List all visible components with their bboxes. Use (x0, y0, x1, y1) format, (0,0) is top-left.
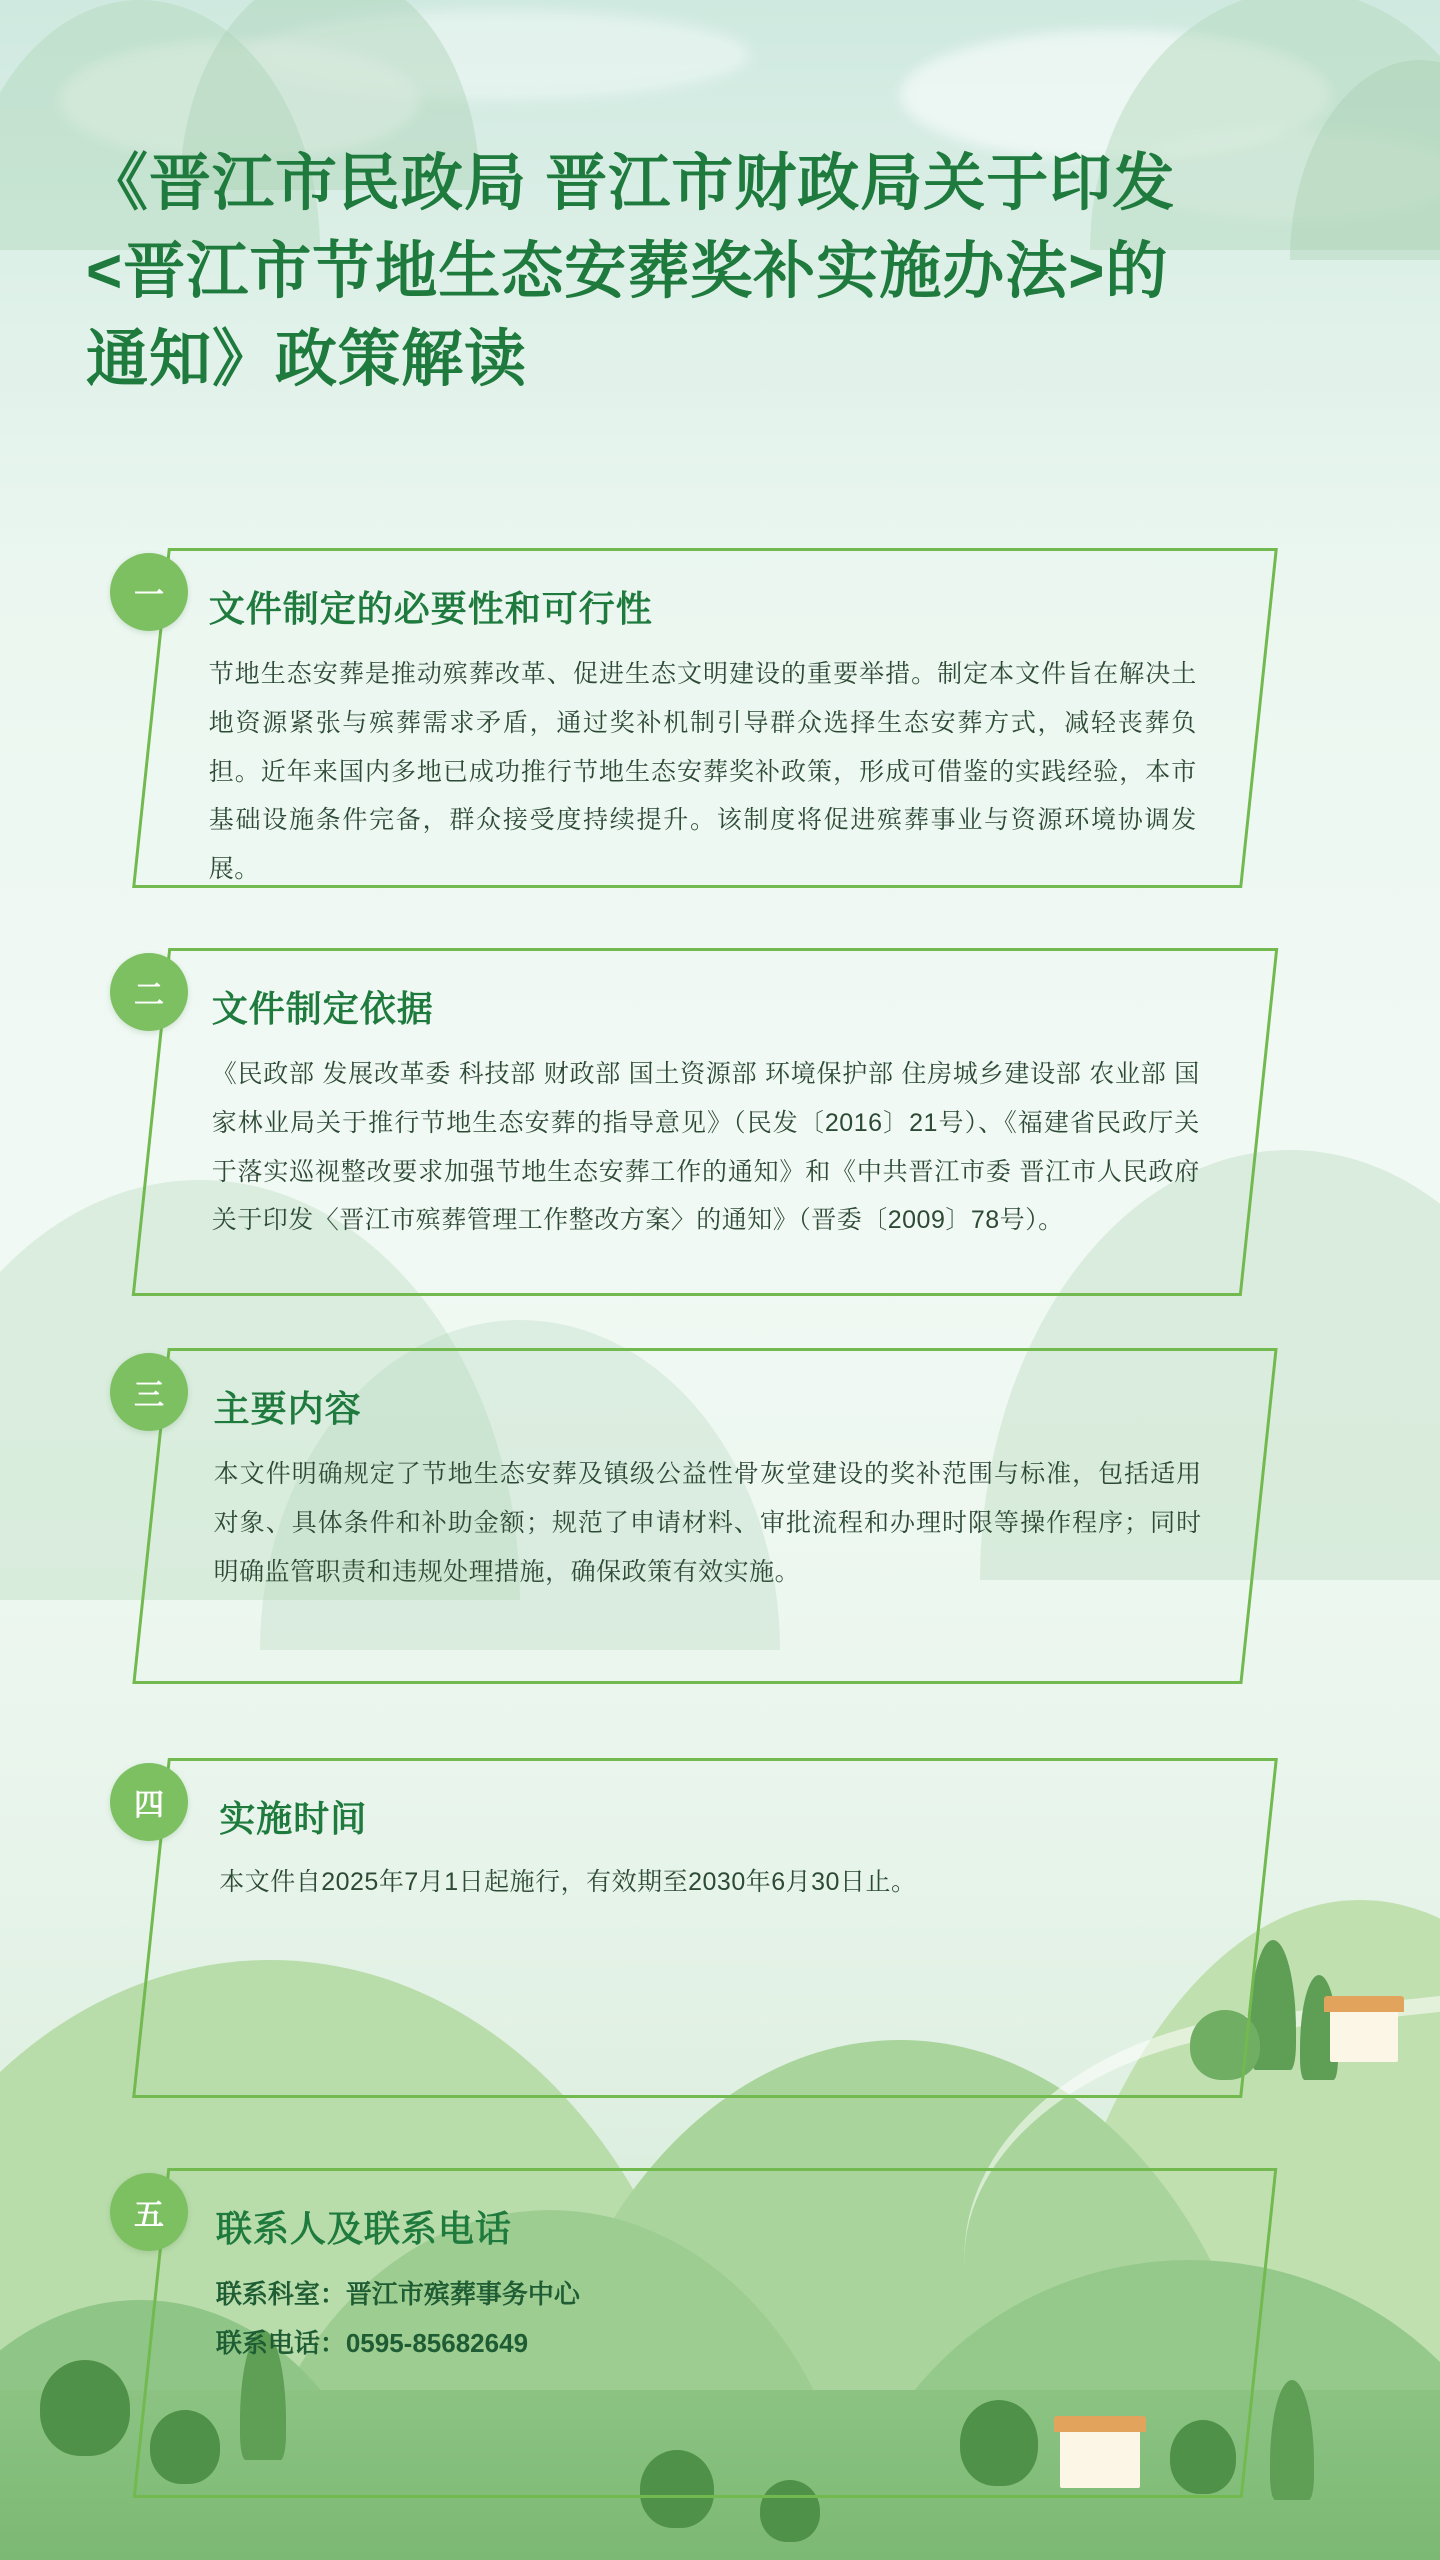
section-body: 《民政部 发展改革委 科技部 财政部 国土资源部 环境保护部 住房城乡建设部 农业部 国家林业局关于推行节地生态安葬的指导意见》（民发〔2016〕21号）、《福建省民政厅关于落实巡视整改要求加强节地生态安葬工作的通知》和《中共晋江市委 晋江市人民政府关于印发〈晋江市殡葬管理工作整改方案〉的通知》（晋委〔2009〕78号）。 (211, 1060, 1200, 1235)
page-title (86, 140, 1386, 404)
tree-decoration (40, 2360, 130, 2456)
section-heading: 文件制定的必要性和可行性 (208, 588, 653, 629)
section-badge-5: 五 (110, 2173, 188, 2251)
section-card-3 (132, 1348, 1277, 1684)
page-title-line-1: 《晋江市民政局 晋江市财政局关于印发 (86, 149, 1176, 218)
section-badge-2: 二 (110, 953, 188, 1031)
section-card-5-inner (158, 2171, 1262, 2403)
page-title-line-2: <晋江市节地生态安葬奖补实施办法>的 (86, 237, 1169, 307)
page-title-line-3: 通知》政策解读 (86, 325, 528, 395)
section-card-5 (133, 2168, 1278, 2498)
section-card-2 (132, 948, 1279, 1296)
house-decoration (1330, 2010, 1398, 2062)
section-body: 本文件自2025年7月1日起施行，有效期至2030年6月30日止。 (219, 1868, 917, 1896)
section-heading: 实施时间 (219, 1798, 368, 1839)
contact-phone: 联系电话：0595-85682649 (215, 2328, 529, 2359)
section-card-2-inner (154, 951, 1258, 1279)
section-body: 本文件明确规定了节地生态安葬及镇级公益性骨灰堂建设的奖补范围与标准，包括适用对象、具体条件和补助金额；规范了申请材料、审批流程和办理时限等操作程序；同时明确监管职责和违规处理措施，确保政策有效实施。 (213, 1460, 1202, 1586)
section-badge-3: 三 (110, 1353, 188, 1431)
section-card-3-inner (156, 1351, 1260, 1630)
section-heading: 主要内容 (213, 1388, 362, 1429)
section-card-1-inner (151, 551, 1255, 928)
contact-department: 联系科室：晋江市殡葬事务中心 (215, 2279, 580, 2309)
section-card-4-inner (161, 1761, 1265, 1939)
section-badge-4: 四 (110, 1763, 188, 1841)
house-roof (1324, 1996, 1404, 2012)
section-heading: 联系人及联系电话 (215, 2208, 512, 2249)
section-badge-1: 一 (110, 553, 188, 631)
section-body: 节地生态安葬是推动殡葬改革、促进生态文明建设的重要举措。制定本文件旨在解决土地资源紧张与殡葬需求矛盾，通过奖补机制引导群众选择生态安葬方式，减轻丧葬负担。近年来国内多地已成功推行节地生态安葬奖补政策，形成可借鉴的实践经验，本市基础设施条件完备，群众接受度持续提升。该制度将促进殡葬事业与资源环境协调发展。 (208, 660, 1197, 883)
section-card-1 (132, 548, 1278, 888)
section-heading: 文件制定依据 (211, 988, 434, 1029)
section-card-4 (132, 1758, 1278, 2098)
